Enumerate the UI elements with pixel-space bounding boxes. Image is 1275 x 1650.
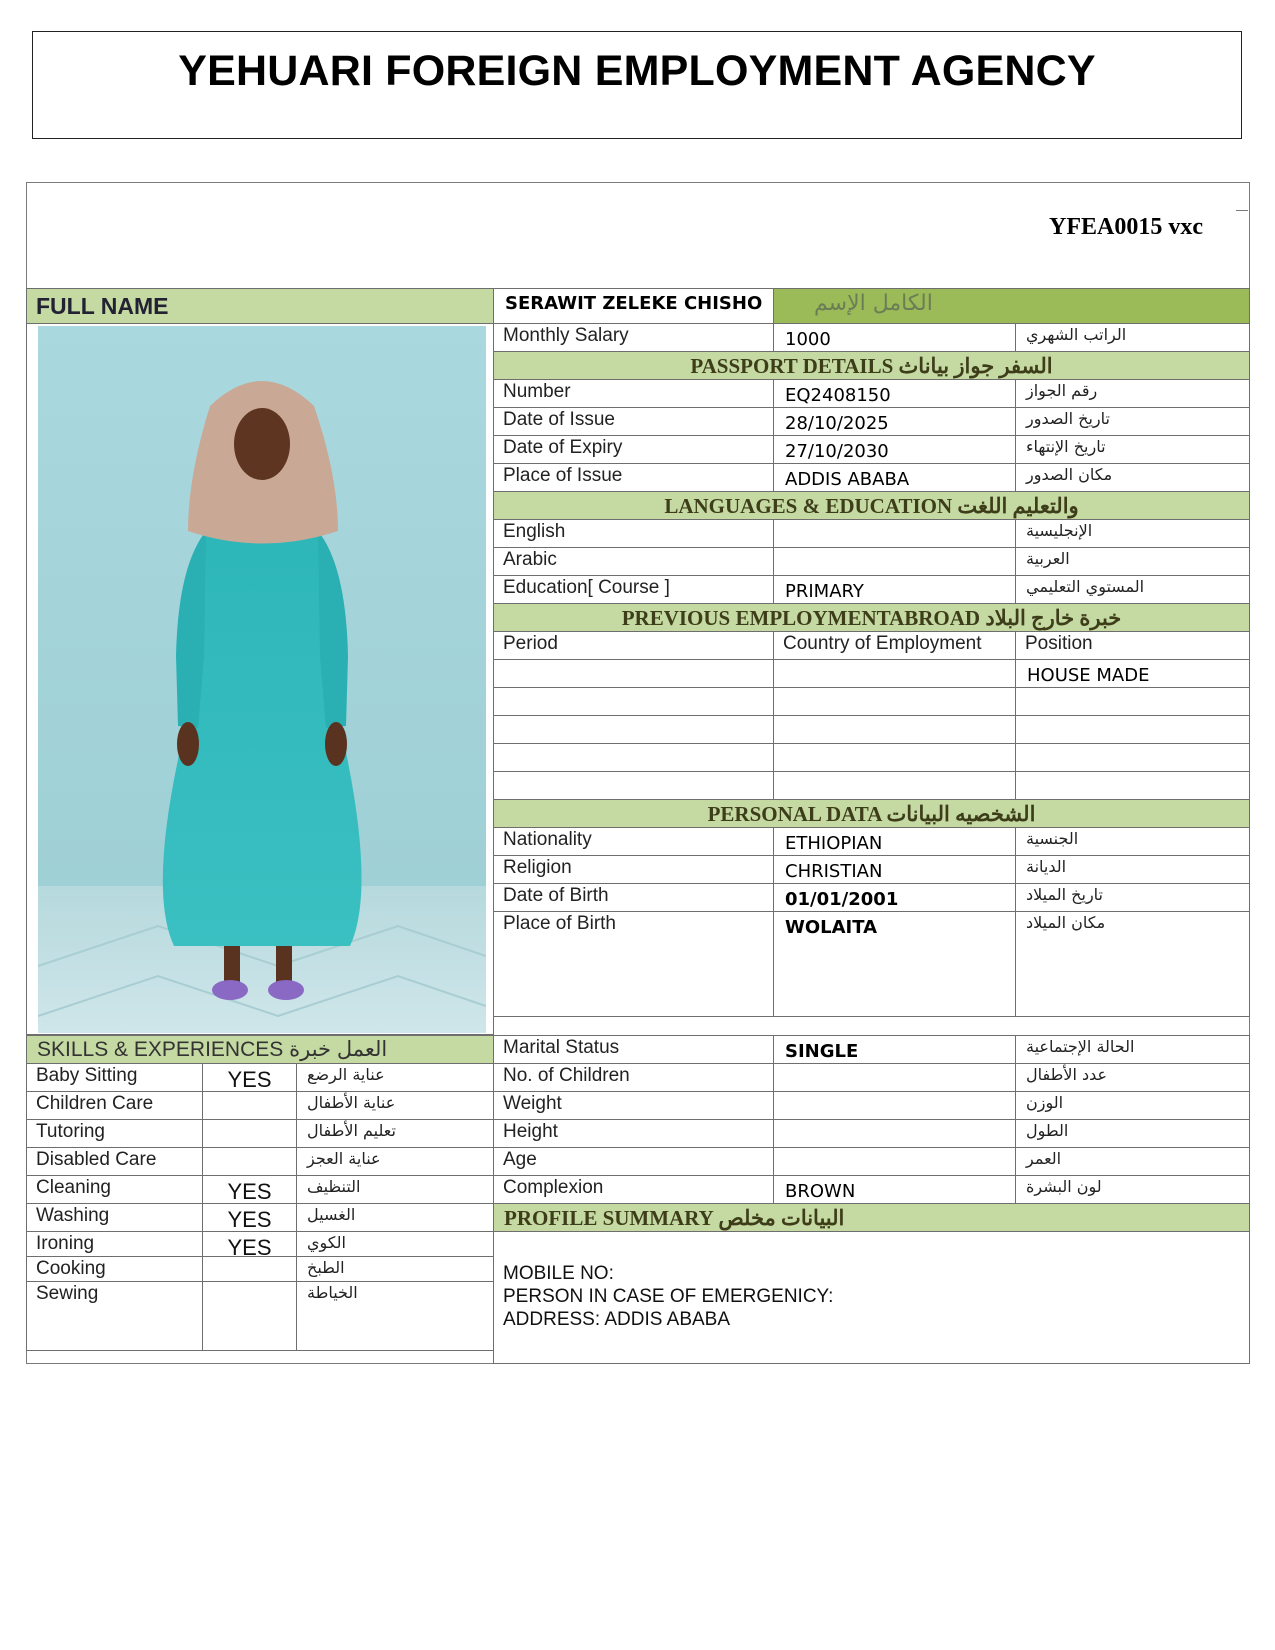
skill-label: Washing <box>26 1203 203 1232</box>
lang-arabic-value <box>773 547 1016 576</box>
passport-number-value: EQ2408150 <box>773 379 1016 408</box>
height-label: Height <box>493 1119 774 1148</box>
skill-value <box>202 1147 297 1176</box>
employment-header-period: Period <box>493 631 774 660</box>
lang-education-arabic: المستوي التعليمي <box>1015 575 1250 604</box>
monthly-salary-label: Monthly Salary <box>493 323 774 352</box>
skill-arabic: الطبخ <box>296 1256 494 1282</box>
employment-cell <box>493 771 774 800</box>
full-name-label: FULL NAME <box>26 288 494 324</box>
weight-label: Weight <box>493 1091 774 1120</box>
passport-expiry-date-label: Date of Expiry <box>493 435 774 464</box>
employment-cell <box>1015 687 1250 716</box>
lang-arabic-arabic: العربية <box>1015 547 1250 576</box>
languages-section-title: LANGUAGES & EDUCATION والتعليم اللغت <box>493 491 1250 520</box>
skill-label: Disabled Care <box>26 1147 203 1176</box>
skill-label: Ironing <box>26 1231 203 1257</box>
lang-english-value <box>773 519 1016 548</box>
skill-label: Tutoring <box>26 1119 203 1148</box>
skill-label: Sewing <box>26 1281 203 1351</box>
profile-line: PERSON IN CASE OF EMERGENICY: <box>503 1286 834 1307</box>
skill-value: YES <box>202 1063 297 1092</box>
skill-value <box>202 1119 297 1148</box>
skill-arabic: التنظيف <box>296 1175 494 1204</box>
lang-arabic-label: Arabic <box>493 547 774 576</box>
skill-arabic: تعليم الأطفال <box>296 1119 494 1148</box>
skill-value: YES <box>202 1203 297 1232</box>
lang-education-label: Education[ Course ] <box>493 575 774 604</box>
employment-cell <box>773 687 1016 716</box>
passport-issue-date-value: 28/10/2025 <box>773 407 1016 436</box>
lang-english-label: English <box>493 519 774 548</box>
personal-section-title: PERSONAL DATA الشخصيه البيانات <box>493 799 1250 828</box>
employment-cell <box>773 771 1016 800</box>
birth-place-arabic: مكان الميلاد <box>1015 911 1250 1017</box>
reference-code: YFEA0015 vxc <box>1049 214 1203 240</box>
complexion-value: BROWN <box>773 1175 1016 1204</box>
age-label: Age <box>493 1147 774 1176</box>
marital-status-arabic: الحالة الإجتماعية <box>1015 1035 1250 1064</box>
marital-status-label: Marital Status <box>493 1035 774 1064</box>
employment-cell <box>493 659 774 688</box>
height-value <box>773 1119 1016 1148</box>
employment-section-title: PREVIOUS EMPLOYMENTABROAD خبرة خارج البلاد <box>493 603 1250 632</box>
complexion-arabic: لون البشرة <box>1015 1175 1250 1204</box>
full-name-value: SERAWIT ZELEKE CHISHO <box>493 288 774 324</box>
religion-label: Religion <box>493 855 774 884</box>
birth-date-label: Date of Birth <box>493 883 774 912</box>
religion-value: CHRISTIAN <box>773 855 1016 884</box>
children-count-value <box>773 1063 1016 1092</box>
complexion-label: Complexion <box>493 1175 774 1204</box>
skill-label: Cooking <box>26 1256 203 1282</box>
religion-arabic: الديانة <box>1015 855 1250 884</box>
skill-arabic: الكوي <box>296 1231 494 1257</box>
passport-issue-place-label: Place of Issue <box>493 463 774 492</box>
marital-status-value: SINGLE <box>773 1035 1016 1064</box>
corner-tick <box>1236 210 1248 211</box>
age-arabic: العمر <box>1015 1147 1250 1176</box>
passport-section-title: PASSPORT DETAILS السفر جواز بياناث <box>493 351 1250 380</box>
monthly-salary-arabic: الراتب الشهري <box>1015 323 1250 352</box>
skill-arabic: عناية العجز <box>296 1147 494 1176</box>
employment-header-position: Position <box>1015 631 1250 660</box>
skill-value <box>202 1256 297 1282</box>
birth-place-label: Place of Birth <box>493 911 774 1017</box>
skill-label: Children Care <box>26 1091 203 1120</box>
skill-value <box>202 1281 297 1351</box>
skills-section-title: SKILLS & EXPERIENCES العمل خبرة <box>26 1035 494 1064</box>
skill-arabic: الخياطة <box>296 1281 494 1351</box>
passport-number-label: Number <box>493 379 774 408</box>
passport-expiry-date-arabic: تاريخ الإنتهاء <box>1015 435 1250 464</box>
nationality-arabic: الجنسية <box>1015 827 1250 856</box>
passport-issue-place-value: ADDIS ABABA <box>773 463 1016 492</box>
employment-cell <box>493 687 774 716</box>
height-arabic: الطول <box>1015 1119 1250 1148</box>
passport-number-arabic: رقم الجواز <box>1015 379 1250 408</box>
skill-arabic: عناية الأطفال <box>296 1091 494 1120</box>
birth-date-value: 01/01/2001 <box>773 883 1016 912</box>
skill-value <box>202 1091 297 1120</box>
profile-line: MOBILE NO: <box>503 1263 614 1284</box>
monthly-salary-value: 1000 <box>773 323 1016 352</box>
lang-english-arabic: الإنجليسية <box>1015 519 1250 548</box>
employment-cell <box>773 659 1016 688</box>
profile-section-title: PROFILE SUMMARY البيانات مخلص <box>493 1203 1250 1232</box>
employment-header-country: Country of Employment <box>773 631 1016 660</box>
children-count-arabic: عدد الأطفال <box>1015 1063 1250 1092</box>
weight-arabic: الوزن <box>1015 1091 1250 1120</box>
employment-cell <box>1015 771 1250 800</box>
photo-frame <box>26 323 494 1035</box>
employment-cell: HOUSE MADE <box>1015 659 1250 688</box>
skill-value: YES <box>202 1231 297 1257</box>
skill-value: YES <box>202 1175 297 1204</box>
passport-issue-date-label: Date of Issue <box>493 407 774 436</box>
skill-arabic: الغسيل <box>296 1203 494 1232</box>
age-value <box>773 1147 1016 1176</box>
employment-cell <box>773 743 1016 772</box>
children-count-label: No. of Children <box>493 1063 774 1092</box>
passport-issue-place-arabic: مكان الصدور <box>1015 463 1250 492</box>
weight-value <box>773 1091 1016 1120</box>
skill-arabic: عناية الرضع <box>296 1063 494 1092</box>
nationality-label: Nationality <box>493 827 774 856</box>
agency-title: YEHUARI FOREIGN EMPLOYMENT AGENCY <box>178 46 1096 95</box>
nationality-value: ETHIOPIAN <box>773 827 1016 856</box>
profile-line: ADDRESS: ADDIS ABABA <box>503 1309 731 1330</box>
employment-cell <box>1015 743 1250 772</box>
full-name-arabic: الكامل الإسم <box>773 288 1250 324</box>
lang-education-value: PRIMARY <box>773 575 1016 604</box>
employment-cell <box>1015 715 1250 744</box>
employment-cell <box>493 715 774 744</box>
passport-expiry-date-value: 27/10/2030 <box>773 435 1016 464</box>
employment-cell <box>493 743 774 772</box>
birth-date-arabic: تاريخ الميلاد <box>1015 883 1250 912</box>
skill-label: Cleaning <box>26 1175 203 1204</box>
passport-issue-date-arabic: تاريخ الصدور <box>1015 407 1250 436</box>
skill-label: Baby Sitting <box>26 1063 203 1092</box>
birth-place-value: WOLAITA <box>773 911 1016 1017</box>
agency-header <box>32 31 1242 139</box>
profile-summary <box>493 1231 1250 1364</box>
employment-cell <box>773 715 1016 744</box>
